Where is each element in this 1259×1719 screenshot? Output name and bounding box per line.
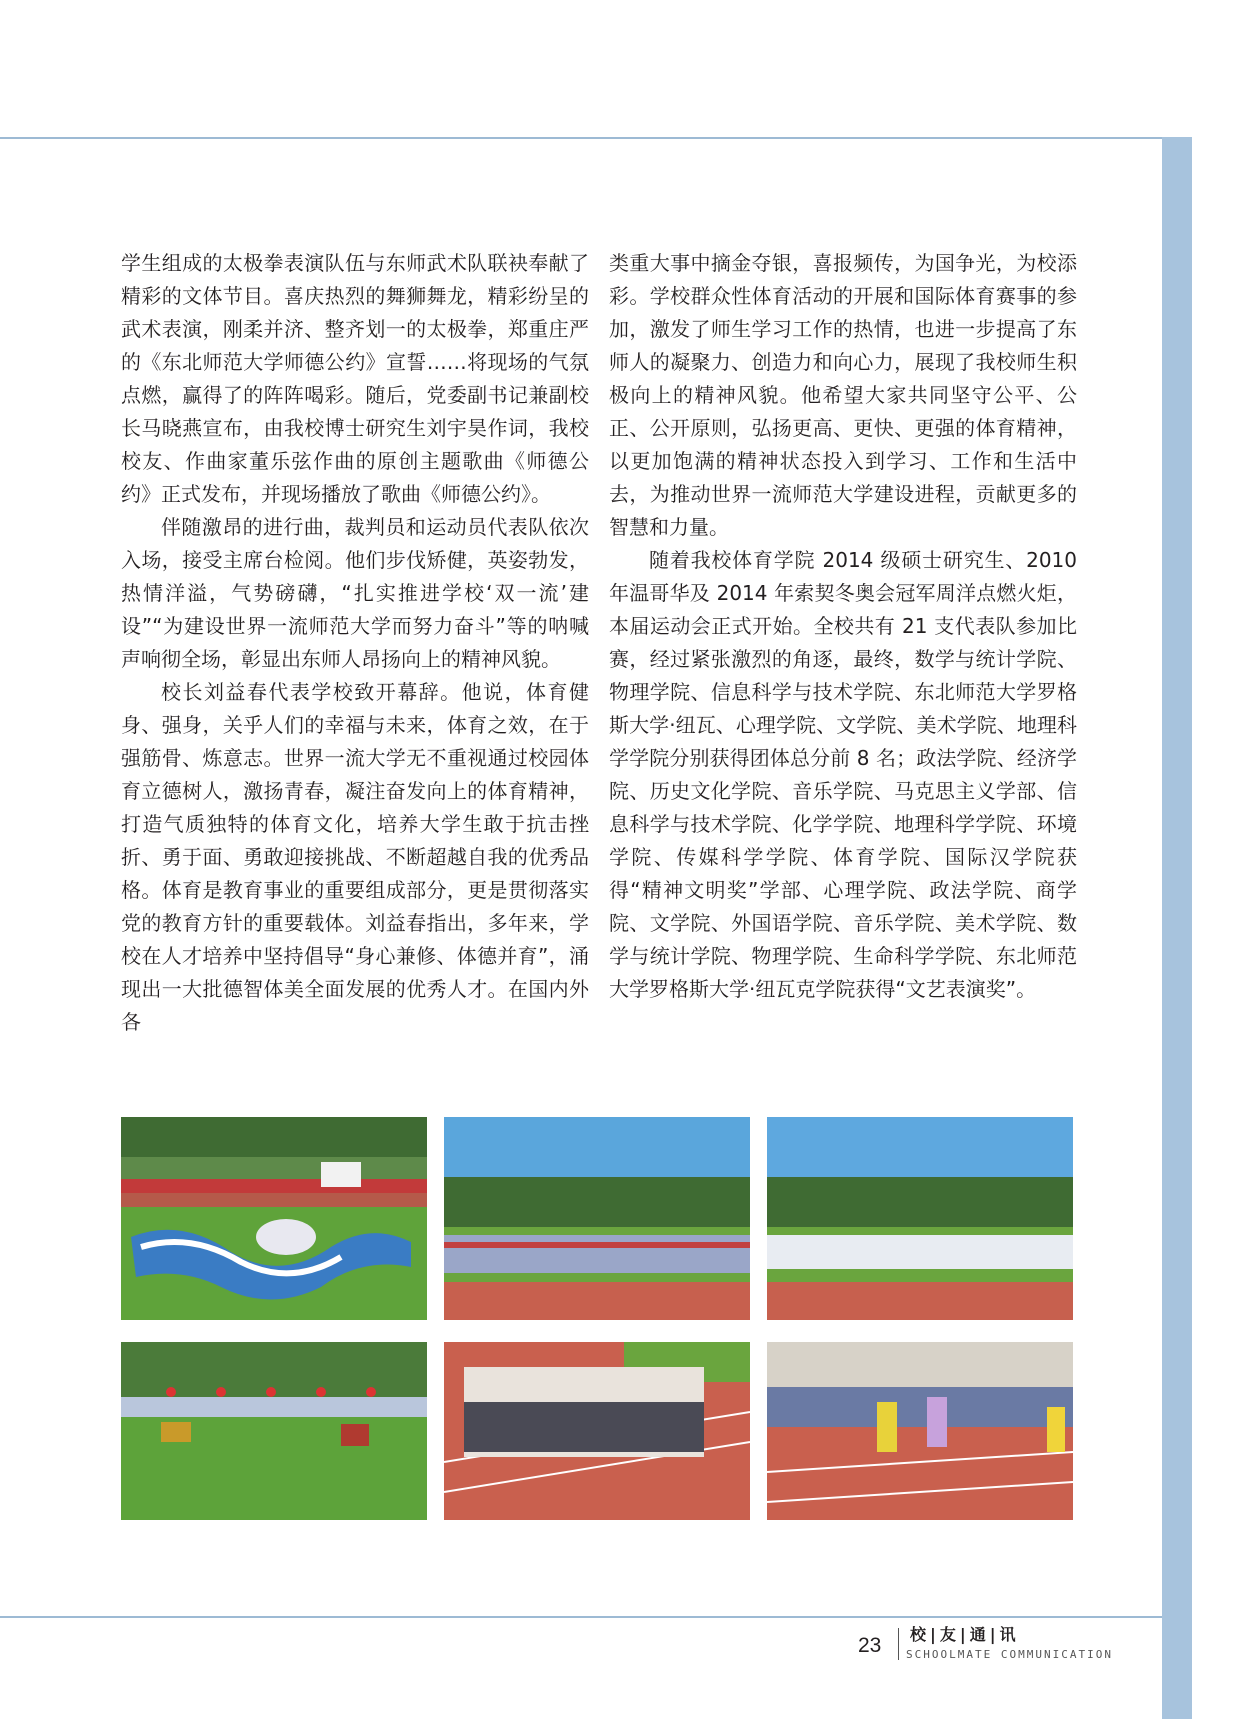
left-text-column (121, 247, 589, 1039)
publication-title-cn: 校|友|通|讯 (910, 1625, 1020, 1644)
photo-runners (444, 1342, 750, 1520)
paragraph: 类重大事中摘金夺银，喜报频传，为国争光，为校添彩。学校群众性体育活动的开展和国际体育赛事的参加，激发了师生学习工作的热情，也进一步提高了东师人的凝聚力、创造力和向心力，展现了我校师生积极向上的精神风貌。他希望大家共同坚守公平、公正、公开原则，弘扬更高、更快、更强的体育精神，以更加饱满的精神状态投入到学习、工作和生活中去，为推动世界一流师范大学建设进程，贡献更多的智慧和力量。 (609, 251, 1077, 539)
paragraph: 学生组成的太极拳表演队伍与东师武术队联袂奉献了精彩的文体节目。喜庆热烈的舞狮舞龙，精彩纷呈的武术表演，刚柔并济、整齐划一的太极拳，郑重庄严的《东北师范大学师德公约》宣誓……将现场的气氛点燃，赢得了的阵阵喝彩。随后，党委副书记兼副校长马晓燕宣布，由我校博士研究生刘宇昊作词，我校校友、作曲家董乐弦作曲的原创主题歌曲《师德公约》正式发布，并现场播放了歌曲《师德公约》。 (121, 251, 589, 506)
paragraph: 随着我校体育学院 2014 级硕士研究生、2010 年温哥华及 2014 年索契冬奥会冠军周洋点燃火炬，本届运动会正式开始。全校共有 21 支代表队参加比赛，经过紧张激烈的角逐，最终，数学与统计学院、物理学院、信息科学与技术学院、东北师范大学罗格斯大学·纽瓦、心理学院、文学院、美术学院、地理科学学院分别获得团体总分前 8 名；政法学院、经济学院、历史文化学院、音乐学院、马克思主义学部、信息科学与技术学院、化学学院、地理科学学院、环境学院、传媒科学学院、体育学院、国际汉学院获得“精神文明奖”学部、心理学院、政法学院、商学院、文学院、外国语学院、音乐学院、美术学院、数学与统计学院、物理学院、生命科学学院、东北师范大学罗格斯大学·纽瓦克学院获得“文艺表演奖”。 (609, 548, 1077, 1001)
photo-team-formation (444, 1117, 750, 1320)
right-text-column (609, 247, 1077, 1006)
photo-taichi-formation (767, 1117, 1073, 1320)
photo-dragon-performance (121, 1117, 427, 1320)
paragraph: 伴随激昂的进行曲，裁判员和运动员代表队依次入场，接受主席台检阅。他们步伐矫健，英姿勃发，热情洋溢，气势磅礴，“扎实推进学校‘双一流’建设”“为建设世界一流师范大学而努力奋斗”等的呐喊声响彻全场，彰显出东师人昂扬向上的精神风貌。 (121, 515, 589, 671)
footer-divider (898, 1628, 899, 1660)
header-rule (0, 137, 1162, 139)
side-color-bar (1162, 137, 1192, 1719)
photo-lion-dance (121, 1342, 427, 1520)
page-number: 23 (858, 1634, 882, 1657)
photo-sprinters (767, 1342, 1073, 1520)
paragraph: 校长刘益春代表学校致开幕辞。他说，体育健身、强身，关乎人们的幸福与未来，体育之效，在于强筋骨、炼意志。世界一流大学无不重视通过校园体育立德树人，激扬青春，凝注奋发向上的体育精神，打造气质独特的体育文化，培养大学生敢于抗击挫折、勇于面、勇敢迎接挑战、不断超越自我的优秀品格。体育是教育事业的重要组成部分，更是贯彻落实党的教育方针的重要载体。刘益春指出，多年来，学校在人才培养中坚持倡导“身心兼修、体德并育”，涌现出一大批德智体美全面发展的优秀人才。在国内外各 (121, 680, 589, 1034)
footer-rule (0, 1616, 1162, 1618)
publication-title-en: SCHOOLMATE COMMUNICATION (906, 1648, 1113, 1661)
